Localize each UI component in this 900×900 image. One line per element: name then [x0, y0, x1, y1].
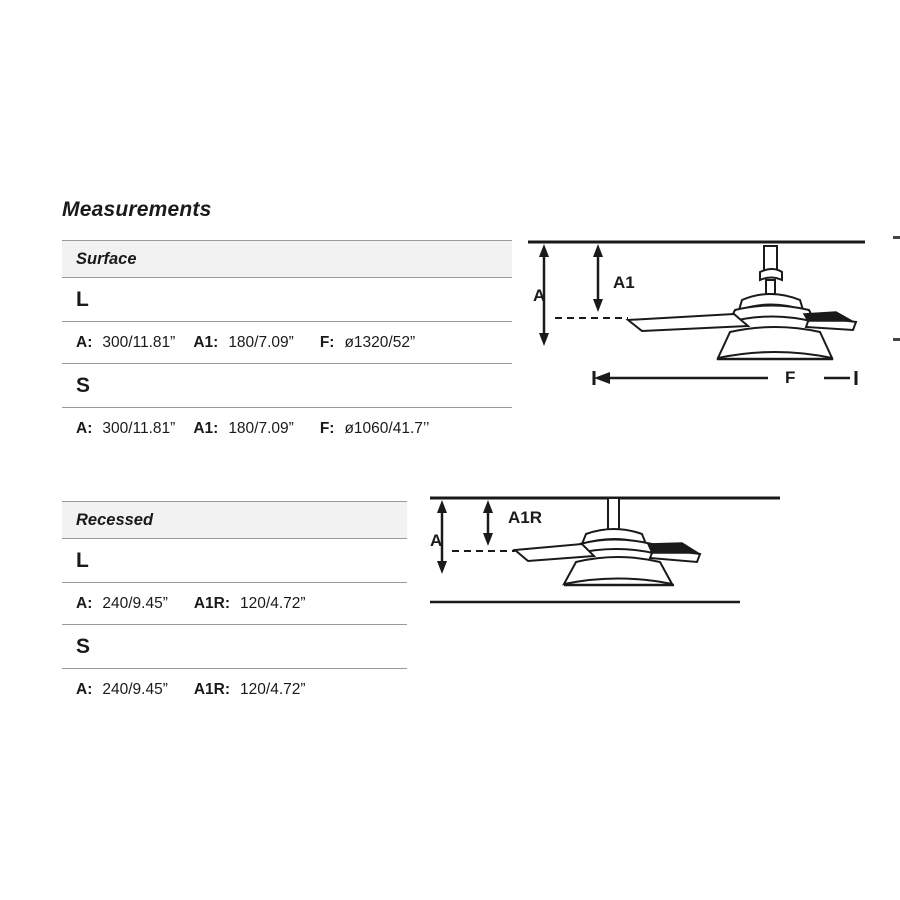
surface-values-l [62, 334, 415, 352]
recessed-diagram [420, 486, 790, 611]
surface-s-f: F: ø1060/41.7’’ [319, 420, 430, 437]
surface-s-a1: A1: 180/7.09” [193, 420, 294, 437]
recessed-table [62, 501, 407, 711]
surface-row-size-s [62, 364, 512, 408]
surface-table-header-row [62, 240, 512, 278]
recessed-header-label: Recessed [76, 510, 154, 529]
recessed-l-a1r: A1R: 120/4.72” [193, 594, 306, 612]
surface-l-f: F: ø1320/52” [319, 333, 416, 351]
surface-diagram-svg [520, 228, 870, 398]
surface-l-a1: A1: 180/7.09” [193, 333, 294, 351]
surface-size-s-label: S [76, 373, 91, 397]
surface-diagram [520, 228, 870, 398]
recessed-label-a: A [430, 531, 443, 550]
recessed-l-a: A: 240/9.45” [76, 594, 168, 612]
recessed-s-a1r: A1R: 120/4.72” [193, 681, 306, 698]
surface-size-l-label: L [76, 287, 89, 311]
surface-label-a: A [533, 286, 546, 305]
surface-header-label: Surface [76, 249, 137, 268]
surface-s-a: A: 300/11.81” [76, 420, 176, 437]
recessed-table-header-row [62, 501, 407, 539]
recessed-label-a1r: A1R [508, 508, 543, 527]
recessed-size-s-label: S [76, 634, 91, 658]
page-edge-mark-top [893, 236, 900, 239]
surface-row-values-s [62, 408, 512, 450]
recessed-row-size-l [62, 539, 407, 583]
recessed-row-values-s [62, 669, 407, 711]
surface-label-a1: A1 [613, 273, 635, 292]
surface-table [62, 240, 512, 450]
surface-row-values-l [62, 322, 512, 364]
recessed-row-values-l [62, 583, 407, 625]
recessed-values-s [62, 681, 306, 699]
recessed-diagram-svg [420, 486, 790, 611]
recessed-row-size-s [62, 625, 407, 669]
page-title: Measurements [62, 198, 212, 221]
surface-row-size-l [62, 278, 512, 322]
surface-l-a: A: 300/11.81” [76, 333, 176, 351]
recessed-s-a: A: 240/9.45” [76, 681, 168, 698]
recessed-size-l-label: L [76, 548, 89, 572]
surface-values-s [62, 420, 429, 438]
recessed-values-l [62, 595, 306, 613]
page-edge-mark-bottom [893, 338, 900, 341]
surface-label-f: F [785, 368, 796, 387]
